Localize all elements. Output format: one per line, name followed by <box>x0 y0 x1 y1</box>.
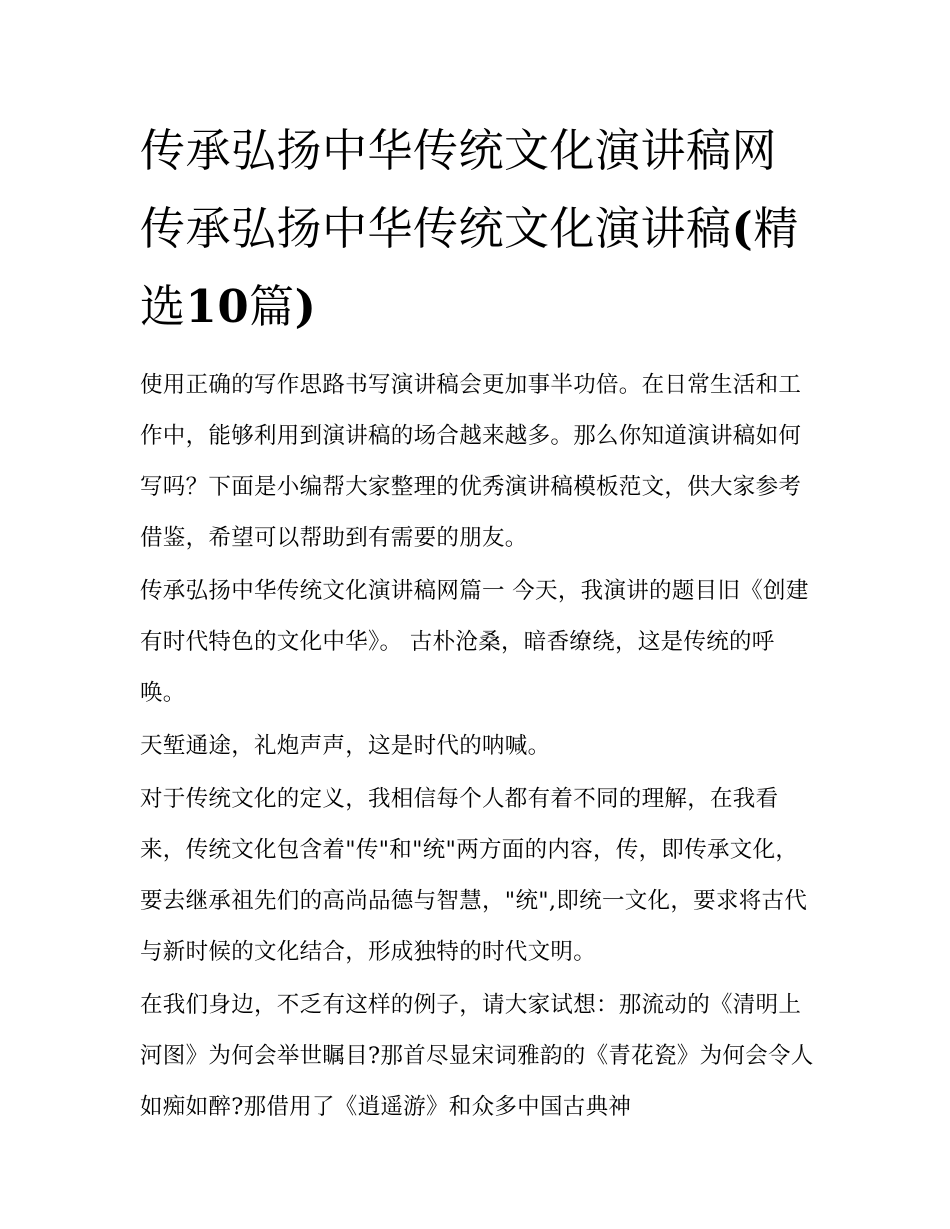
document-body <box>140 112 820 1135</box>
paragraph-tradition-definition: 对于传统文化的定义，我相信每个人都有着不同的理解，在我看来，传统文化包含着"传"和"统"两方面的内容，传，即传承文化，要去继承祖先们的高尚品德与智慧，"统",即统一文化，要求将古代与新时候的文化结合，形成独特的时代文明。 <box>140 786 808 965</box>
paragraph-era-call: 天堑通途，礼炮声声，这是时代的呐喊。 <box>140 733 551 759</box>
paragraph-speech-opening: 传承弘扬中华传统文化演讲稿网篇一 今天，我演讲的题目旧《创建有时代特色的文化中华》。 古朴沧桑，暗香缭绕，这是传统的呼唤。 <box>140 578 809 706</box>
paragraph-examples: 在我们身边，不乏有这样的例子，请大家试想：那流动的《清明上河图》为何会举世瞩目?那首尽显宋词雅韵的《青花瓷》为何会令人如痴如醉?那借用了《逍遥游》和众多中国古典神 <box>140 992 814 1120</box>
document-title: 传承弘扬中华传统文化演讲稿网 传承弘扬中华传统文化演讲稿(精选10篇) <box>140 124 799 333</box>
paragraph-intro: 使用正确的写作思路书写演讲稿会更加事半功倍。在日常生活和工作中，能够利用到演讲稿的场合越来越多。那么你知道演讲稿如何写吗？下面是小编帮大家整理的优秀演讲稿模板范文，供大家参考借鉴，希望可以帮助到有需要的朋友。 <box>140 372 802 551</box>
